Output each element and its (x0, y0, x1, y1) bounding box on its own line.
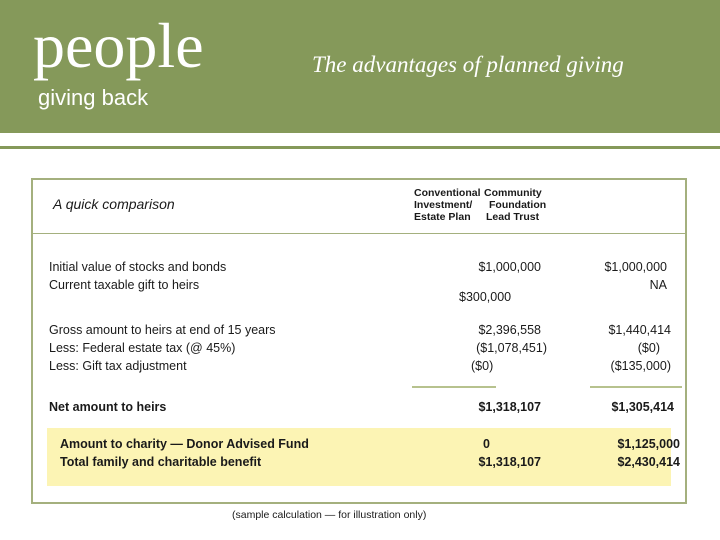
conventional-sum-rule (412, 386, 496, 388)
footnote: (sample calculation — for illustration only) (232, 509, 427, 521)
row-label: Gross amount to heirs at end of 15 years (49, 323, 276, 337)
net-label: Net amount to heirs (49, 400, 167, 414)
trust-value: ($0) (637, 341, 660, 355)
trust-value: NA (649, 278, 667, 292)
total-label: Total family and charitable benefit (60, 455, 262, 469)
card-header-divider (33, 233, 685, 234)
charity-conventional-value: 0 (483, 437, 490, 451)
conventional-value: $1,000,000 (478, 260, 541, 274)
conventional-value: ($1,078,451) (476, 341, 547, 355)
trust-value: ($135,000) (610, 359, 671, 373)
column-header-line: Lead Trust (486, 211, 540, 223)
charity-trust-value: $1,125,000 (617, 437, 680, 451)
row-label: Less: Gift tax adjustment (49, 359, 187, 373)
header-band (0, 0, 720, 133)
column-header-line: Estate Plan (414, 211, 471, 223)
column-header-line: Foundation (489, 199, 547, 211)
net-conventional-value: $1,318,107 (478, 400, 541, 414)
brand-word: people (33, 10, 204, 81)
net-trust-value: $1,305,414 (611, 400, 674, 414)
row-label: Less: Federal estate tax (@ 45%) (49, 341, 236, 355)
trust-value: $1,000,000 (604, 260, 667, 274)
page-title: The advantages of planned giving (312, 52, 624, 77)
brand-subtitle: giving back (38, 85, 149, 110)
comparison-subtitle: A quick comparison (53, 196, 175, 212)
column-header-line: Conventional (414, 187, 481, 199)
conventional-value: ($0) (471, 359, 494, 373)
column-header-line: Investment/ (414, 199, 473, 211)
conventional-value: $2,396,558 (478, 323, 541, 337)
trust-value: $1,440,414 (608, 323, 671, 337)
conventional-value: $300,000 (459, 290, 512, 304)
row-label: Initial value of stocks and bonds (49, 260, 227, 274)
charity-label: Amount to charity — Donor Advised Fund (60, 437, 309, 451)
row-label: Current taxable gift to heirs (49, 278, 200, 292)
trust-sum-rule (590, 386, 682, 388)
total-trust-value: $2,430,414 (617, 455, 680, 469)
header-divider (0, 146, 720, 149)
total-conventional-value: $1,318,107 (478, 455, 541, 469)
column-header-line: Community (484, 187, 542, 199)
